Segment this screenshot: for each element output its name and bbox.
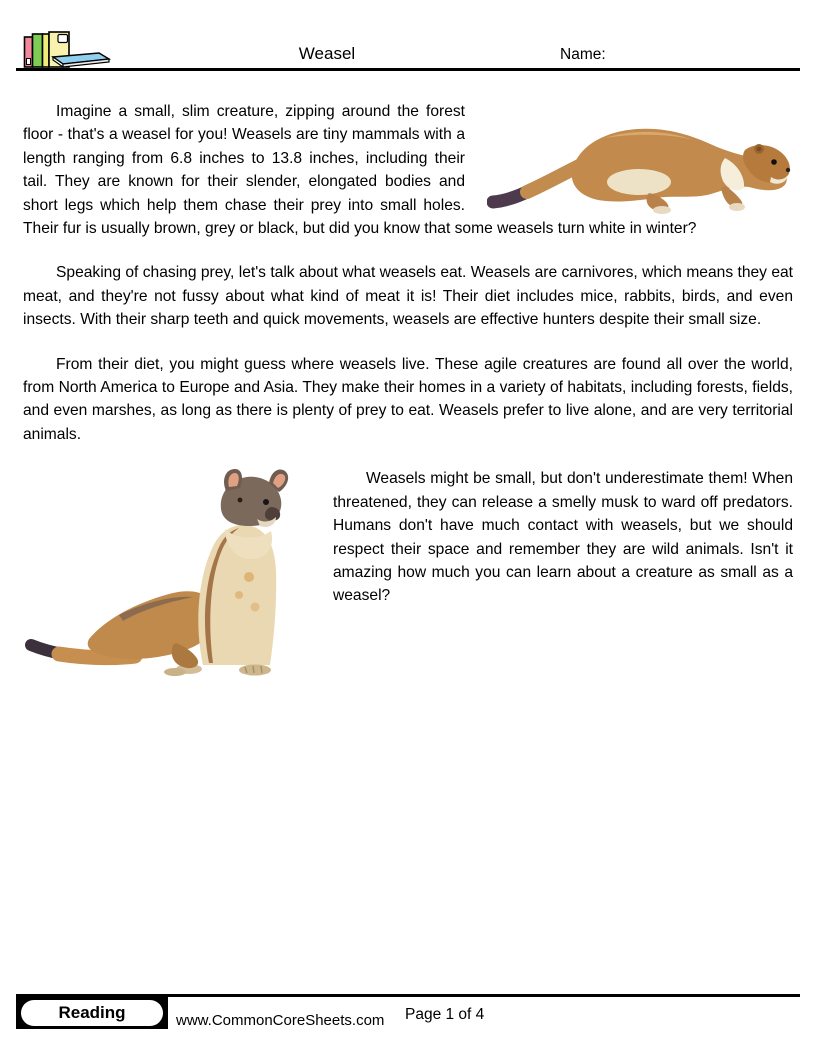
paragraph-text: Imagine a small, slim creature, zipping around the forest floor - that's a weasel for you! Weasels are tiny mammals with a length ranging from 6.8 inches to 13.8 inches, including their tail. They are known for their slender, elongated bodies and short legs which help them chase their prey into small holes. Their fur is usually brown, grey or black, but did you know that some weasels turn white in winter? xyxy=(23,103,697,238)
name-label: Name: xyxy=(560,46,606,63)
paragraph-4 xyxy=(23,467,793,607)
page-title: Weasel xyxy=(298,44,356,63)
paragraph-3 xyxy=(23,353,793,447)
paragraph-2 xyxy=(23,261,793,331)
category-badge-label: Reading xyxy=(21,1000,163,1026)
category-badge xyxy=(16,996,168,1029)
books-logo-icon xyxy=(22,21,112,68)
paragraph-1 xyxy=(23,100,793,240)
website-text: www.CommonCoreSheets.com xyxy=(176,1012,385,1029)
header-divider xyxy=(16,68,800,71)
weasel-walking-image xyxy=(487,100,793,215)
weasel-sitting-image xyxy=(23,467,320,678)
page-number: Page 1 of 4 xyxy=(405,1006,485,1023)
paragraph-text: From their diet, you might guess where weasels live. These agile creatures are found all over the world, from North America to Europe and Asia. They make their homes in a variety of habitats, including forests, fields, and even marshes, as long as there is plenty of prey to eat. Weasels prefer to live alone, and are very territorial animals. xyxy=(23,355,793,443)
paragraph-text: Weasels might be small, but don't underestimate them! When threatened, they can release a smelly musk to ward off predators. Humans don't have much contact with weasels, but we should respect their space and remember they are wild animals. Isn't it amazing how much you can learn about a creature as small as a weasel? xyxy=(333,470,793,605)
paragraph-text: Speaking of chasing prey, let's talk about what weasels eat. Weasels are carnivores, which means they eat meat, and they're not fussy about what kind of meat it is! Their diet includes mice, rabbits, birds, and even insects. With their sharp teeth and quick movements, weasels are effective hunters despite their small size. xyxy=(23,264,793,329)
article-body xyxy=(23,100,793,678)
